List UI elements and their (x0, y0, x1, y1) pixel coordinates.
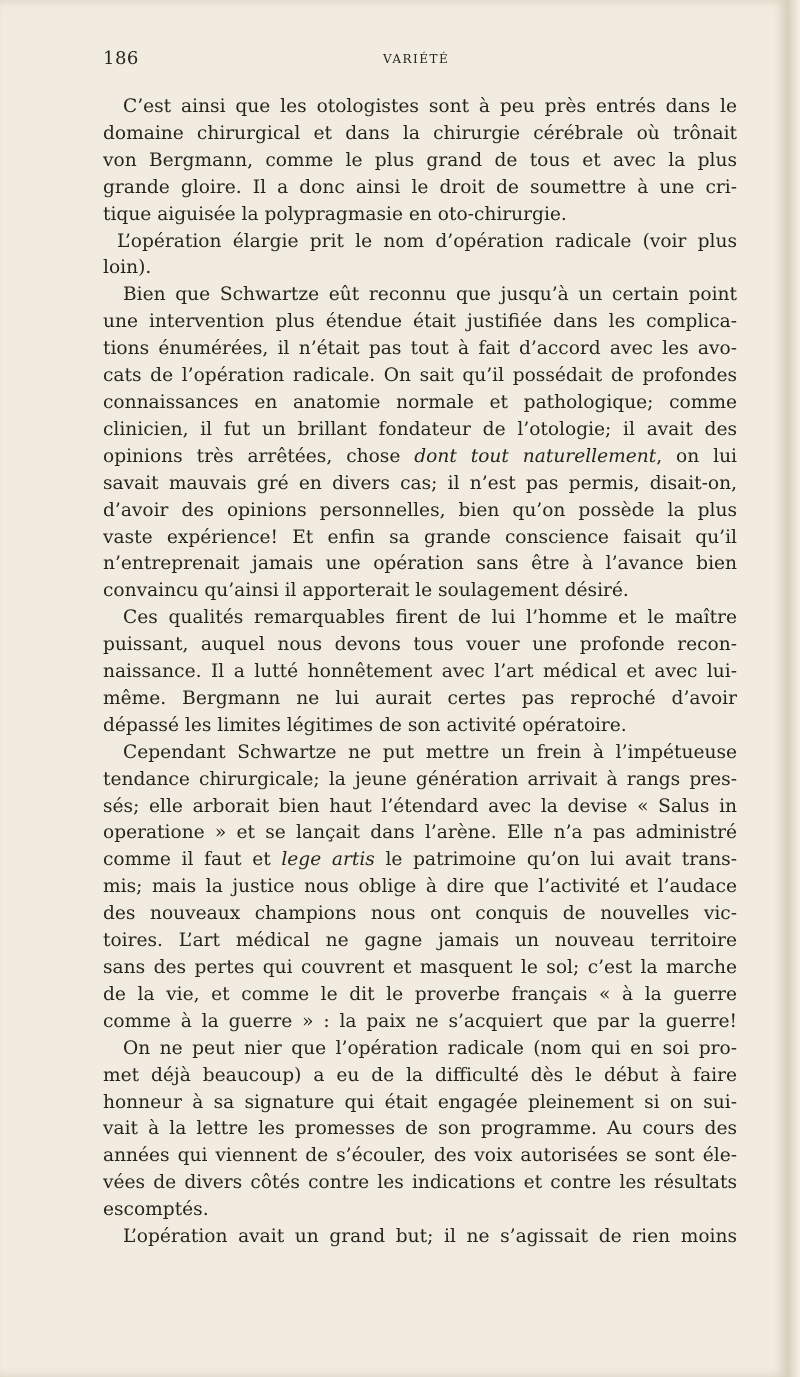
text-line: sés; elle arborait bien haut l’étendard avec la devise « Salus in (103, 795, 737, 817)
text-segment: opinions très arrêtées, chose (103, 445, 415, 467)
text-line: loin). (103, 257, 152, 279)
text-line: vait à la lettre les promesses de son programme. Au cours des (103, 1118, 737, 1140)
text-line: L’opération élargie prit le nom d’opération radicale (voir plus (117, 230, 737, 252)
text-line: une intervention plus étendue était justifiée dans les complica- (103, 311, 737, 333)
text-line (103, 444, 737, 471)
text-line: Bien que Schwartze eût reconnu que jusqu’à un certain point (123, 284, 737, 306)
text-line: mis; mais la justice nous oblige à dire que l’activité et l’audace (103, 876, 737, 898)
text-line: domaine chirurgical et dans la chirurgie cérébrale où trônait (103, 122, 737, 144)
text-line: même. Bergmann ne lui aurait certes pas reproché d’avoir (103, 687, 737, 709)
text-segment: , on lui (656, 445, 737, 467)
text-line: connaissances en anatomie normale et pathologique; comme (103, 391, 737, 413)
text-line: naissance. Il a lutté honnêtement avec l’art médical et avec lui- (103, 661, 737, 683)
text-line: sans des pertes qui couvrent et masquent le sol; c’est la marche (103, 957, 737, 978)
text-line: puissant, auquel nous devons tous vouer une profonde recon- (103, 634, 737, 656)
text-line: C’est ainsi que les otologistes sont à peu près entrés dans le (123, 96, 737, 117)
running-head: VARIÉTÉ (383, 52, 450, 66)
text-line: vées de divers côtés contre les indications et contre les résultats (103, 1172, 737, 1194)
text-line: tendance chirurgicale; la jeune génération arrivait à rangs pres- (103, 768, 737, 790)
text-line: convaincu qu’ainsi il apporterait le soulagement désiré. (103, 580, 629, 602)
text-line: d’avoir des opinions personnelles, bien qu’on possède la plus (103, 499, 737, 521)
text-line: dépassé les limites légitimes de son activité opératoire. (103, 714, 627, 736)
text-line: de la vie, et comme le dit le proverbe français « à la guerre (103, 983, 737, 1005)
text-line: operatione » et se lançait dans l’arène. Elle n’a pas administré (103, 822, 737, 844)
text-line: tions énumérées, il n’était pas tout à fait d’accord avec les avo- (103, 338, 737, 360)
text-segment: comme il faut et (103, 849, 282, 871)
text-line: vaste expérience! Et enfin sa grande conscience faisait qu’il (103, 526, 737, 548)
text-line: grande gloire. Il a donc ainsi le droit de soumettre à une cri- (103, 176, 737, 198)
text-line: Cependant Schwartze ne put mettre un frein à l’impétueuse (123, 741, 737, 763)
text-line: von Bergmann, comme le plus grand de tous et avec la plus (103, 149, 737, 171)
page-number: 186 (103, 48, 139, 69)
text-line: honneur à sa signature qui était engagée pleinement si on sui- (103, 1091, 737, 1113)
text-line: savait mauvais gré en divers cas; il n’est pas permis, disait-on, (103, 472, 737, 494)
text-line: Ces qualités remarquables firent de lui l’homme et le maître (123, 607, 737, 629)
text-line: n’entreprenait jamais une opération sans être à l’avance bien (103, 553, 737, 575)
text-line: L’opération avait un grand but; il ne s’agissait de rien moins (123, 1226, 737, 1248)
text-line: comme à la guerre » : la paix ne s’acquiert que par la guerre! (103, 1010, 737, 1032)
text-line: tique aiguisée la polypragmasie en oto-chirurgie. (103, 203, 567, 225)
text-line: clinicien, il fut un brillant fondateur de l’otologie; il avait des (103, 418, 737, 440)
emphasis-text: lege artis (281, 849, 375, 871)
text-line: des nouveaux champions nous ont conquis de nouvelles vic- (103, 903, 737, 925)
text-line: escomptés. (103, 1199, 209, 1221)
page-header (103, 48, 737, 74)
text-line (103, 847, 737, 874)
text-line: cats de l’opération radicale. On sait qu’il possédait de profondes (103, 365, 737, 387)
body-text (103, 94, 737, 1251)
text-line: On ne peut nier que l’opération radicale (nom qui en soi pro- (123, 1037, 737, 1059)
emphasis-text: dont tout naturellement (414, 445, 657, 467)
text-segment: le patrimoine qu’on lui avait trans- (374, 849, 737, 871)
text-line: met déjà beaucoup) a eu de la difficulté dès le début à faire (103, 1064, 737, 1086)
text-line: toires. L’art médical ne gagne jamais un nouveau territoire (103, 930, 737, 952)
page-edge (788, 0, 800, 1377)
text-line: années qui viennent de s’écouler, des voix autorisées se sont éle- (103, 1145, 737, 1167)
